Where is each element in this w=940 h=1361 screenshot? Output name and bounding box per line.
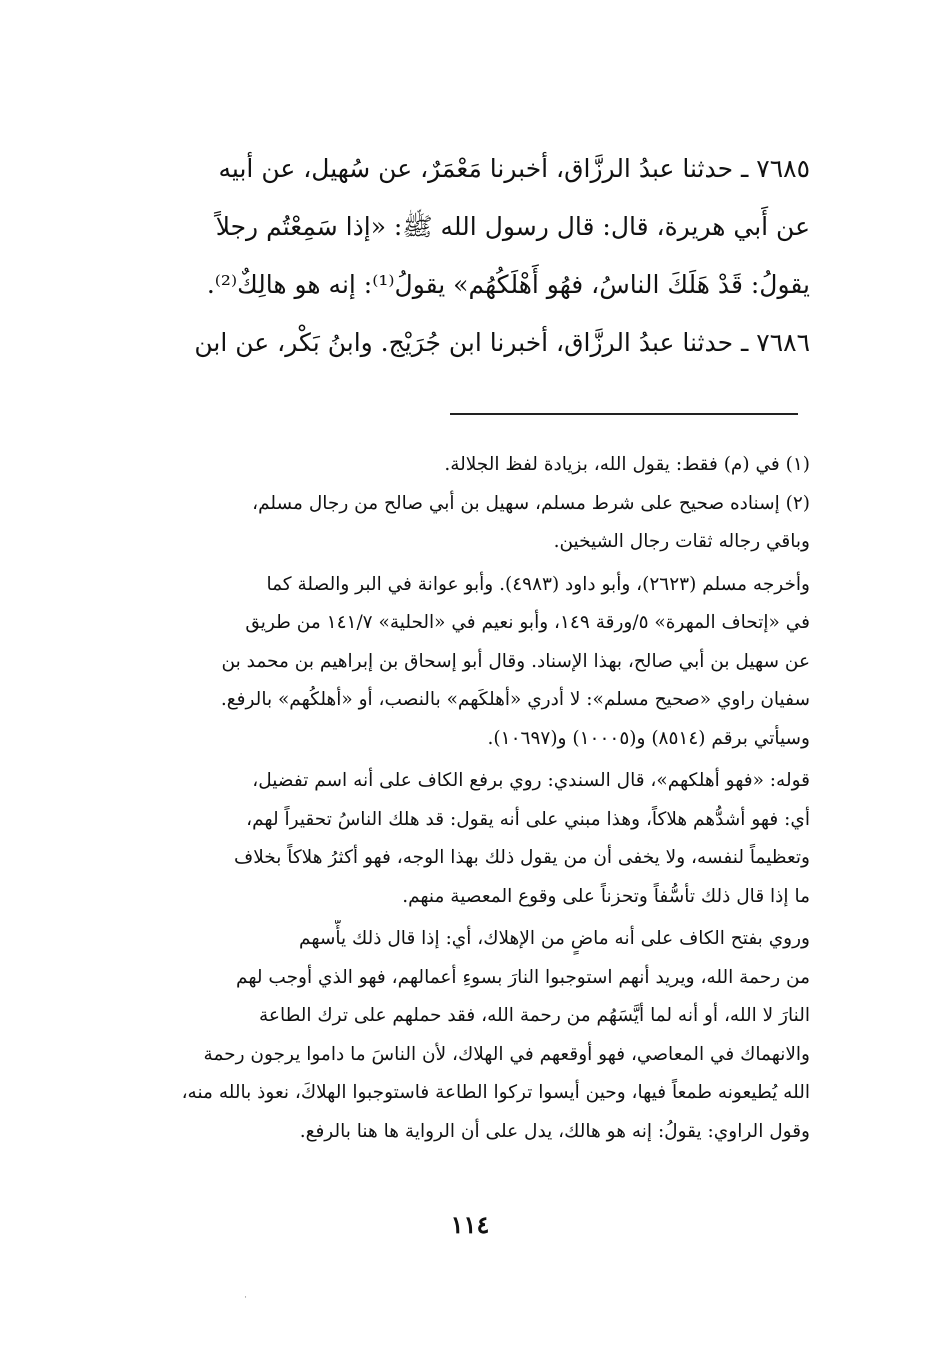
scan-speck: ˙ bbox=[243, 1296, 248, 1307]
footnote-2 bbox=[100, 485, 810, 562]
footnote-line: وتعظيماً لنفسه، ولا يخفى أن من يقول ذلك بهذا الوجه، فهو أكثرُ هلاكاً بخلاف bbox=[234, 847, 810, 868]
footnote-line: من رحمة الله، ويريد أنهم استوجبوا النارَ بسوءِ أعمالهم، فهو الذي أوجب لهم bbox=[236, 966, 810, 988]
footnote-line: وسيأتي برقم (٨٥١٤) و(١٠٠٠٥) و(١٠٦٩٧). bbox=[487, 727, 810, 749]
footnote-separator bbox=[450, 413, 798, 415]
footnote-line: في «إتحاف المهرة» ٥/ورقة ١٤٩، وأبو نعيم في «الحلية» ١٤١/٧ من طريق bbox=[245, 612, 810, 633]
footnote-line: الله يُطيعونه طمعاً فيها، وحين أيسوا تركوا الطاعة فاستوجبوا الهلاكَ، نعوذ بالله منه، bbox=[181, 1082, 810, 1103]
footnote-2-commentary bbox=[100, 762, 810, 916]
hadith-7685 bbox=[100, 140, 810, 314]
main-line-4: ٧٦٨٦ ـ حدثنا عبدُ الرزَّاق، أخبرنا ابن جُرَيْج. وابنُ بَكْر، عن ابن bbox=[194, 328, 810, 357]
footnote-line: عن سهيل بن أبي صالح، بهذا الإسناد. وقال أبو إسحاق بن إبراهيم بن محمد بن bbox=[221, 650, 810, 672]
footnote-line: قوله: «فهو أهلكهم»، قال السندي: روي برفع الكاف على أنه اسم تفضيل، bbox=[252, 770, 810, 791]
main-line-2: عن أَبي هريرة، قال: قال رسول الله ﷺ: «إذا سَمِعْتُم رجلاً bbox=[215, 212, 810, 241]
footnote-line: وباقي رجاله ثقات رجال الشيخين. bbox=[553, 531, 810, 552]
footnote-1 bbox=[100, 446, 810, 485]
footnote-line: أي: فهو أشدُّهم هلاكاً، وهذا مبني على أنه يقول: قد هلك الناسُ تحقيراً لهم، bbox=[246, 808, 810, 830]
footnote-line: (١) في (م) فقط: يقول الله، بزيادة لفظ الجلالة. bbox=[444, 454, 810, 475]
main-line-3: يقولُ: قَدْ هَلَكَ الناسُ، فهُو أَهْلَكُهُم» يقولُ⁽¹⁾: إنه هو هالِكٌ⁽²⁾. bbox=[206, 270, 810, 299]
footnote-line: وقول الراوي: يقولُ: إنه هو هالك، يدل على أن الرواية ها هنا بالرفع. bbox=[299, 1120, 810, 1142]
footnote-line: سفيان راوي «صحيح مسلم»: لا أدري «أهلكَهم» بالنصب، أو «أهلكُهم» بالرفع. bbox=[220, 689, 810, 710]
page-number: ١١٤ bbox=[450, 1210, 490, 1239]
footnote-line: والانهماك في المعاصي، فهو أوقعهم في الهلاك، لأن الناسَ ما داموا يرجون رحمة bbox=[203, 1043, 810, 1065]
footnote-line: وروي بفتح الكاف على أنه ماضٍ من الإهلاك، أي: إذا قال ذلك يأَّسهم bbox=[299, 928, 810, 949]
main-line-1: ٧٦٨٥ ـ حدثنا عبدُ الرزَّاق، أخبرنا مَعْمَرٌ، عن سُهيل، عن أبيه bbox=[218, 154, 810, 183]
footnote-2-variant-reading bbox=[100, 920, 810, 1151]
footnote-line: ما إذا قال ذلك تأسُّفاً وتحزناً على وقوع المعصية منهم. bbox=[402, 885, 810, 907]
footnotes bbox=[100, 446, 810, 1151]
footnote-line: (٢) إسناده صحيح على شرط مسلم، سهيل بن أبي صالح من رجال مسلم، bbox=[252, 492, 810, 514]
footnote-2-sources bbox=[100, 566, 810, 759]
footnote-line: وأخرجه مسلم (٢٦٢٣)، وأبو داود (٤٩٨٣). وأبو عوانة في البر والصلة كما bbox=[266, 573, 810, 595]
hadith-7686 bbox=[100, 314, 810, 372]
footnote-line: النارَ لا الله، أو أنه لما أيَّسَهُم من رحمة الله، فقد حملهم على ترك الطاعة bbox=[259, 1005, 810, 1026]
main-text bbox=[100, 140, 810, 372]
